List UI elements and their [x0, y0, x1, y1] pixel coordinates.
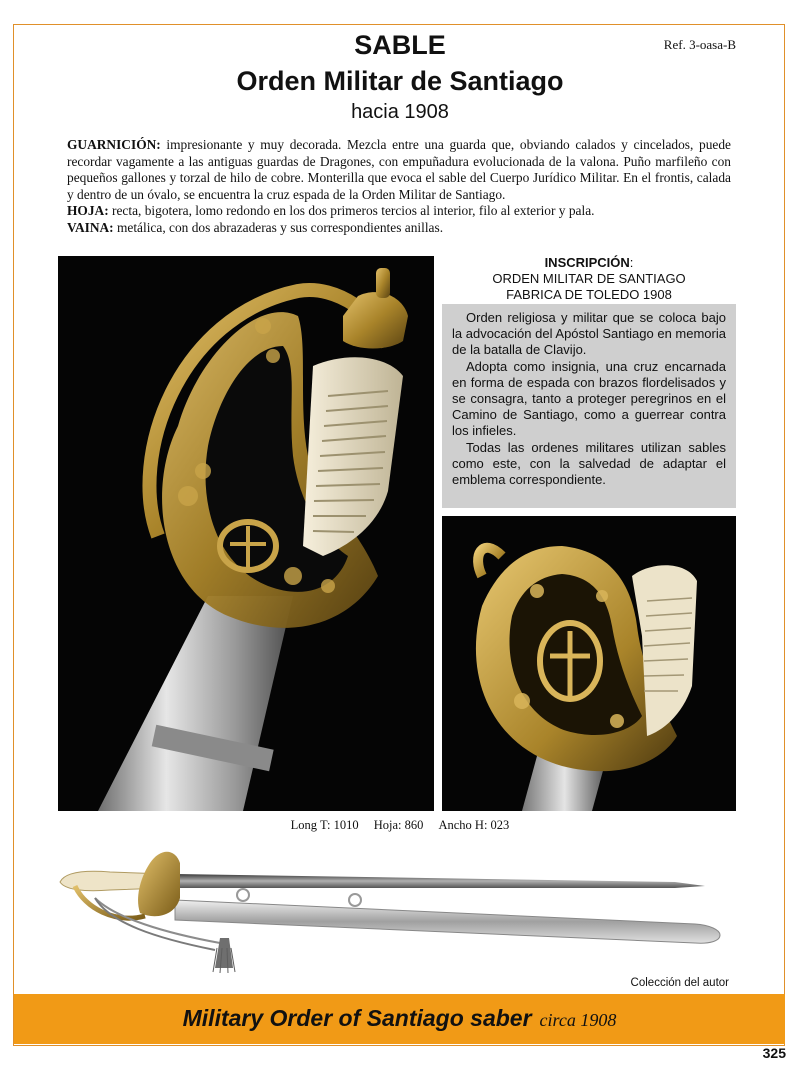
reference-code: Ref. 3-oasa-B: [663, 37, 736, 52]
hilt-illustration-small: [442, 516, 736, 811]
sabre-and-scabbard-illustration: [55, 838, 735, 978]
vaina-text: metálica, con dos abrazaderas y sus correspondientes anillas.: [113, 219, 444, 235]
english-title-banner: [14, 994, 785, 1044]
dimension-length: Long T: 1010: [290, 818, 359, 832]
note-paragraph-1: Orden religiosa y militar que se coloca bajo la advocación del Apóstol Santiago en memoria de la batalla de Clavijo.: [452, 310, 726, 358]
hilt-photo-small: [442, 516, 736, 811]
photo-credit: Colección del autor: [630, 977, 729, 989]
dimensions: [0, 818, 800, 833]
guarnicion-paragraph: [67, 137, 731, 203]
hoja-text: recta, bigotera, lomo redondo en los dos primeros tercios al interior, filo al exterior y pala.: [108, 203, 595, 219]
note-paragraph-3: Todas las ordenes militares utilizan sables como este, con la salvedad de adaptar el emblema correspondiente.: [452, 439, 726, 488]
history-note: [442, 304, 736, 508]
hoja-label: HOJA:: [67, 203, 109, 219]
hilt-photo-large: [58, 256, 434, 811]
inscription-heading-text: INSCRIPCIÓN: [544, 255, 630, 270]
page-title: SABLE: [354, 30, 446, 60]
vaina-label: VAINA:: [67, 219, 114, 235]
hilt-illustration-large: [58, 256, 434, 811]
english-circa: circa 1908: [539, 1010, 617, 1030]
guarnicion-label: GUARNICIÓN:: [67, 137, 161, 152]
note-paragraph-2: Adopta como insignia, una cruz encarnada en forma de espada con brazos flordelisados y se consagra, tanto a proteger peregrinos en el Camino de Santiago, como a guerrear contra los infieles.: [452, 358, 726, 439]
inscription-heading: [443, 255, 735, 271]
description: [67, 137, 731, 237]
hoja-paragraph: [67, 203, 731, 220]
guarnicion-text: impresionante y muy decorada. Mezcla entre una guarda que, obviando calados y cincelados, puede recordar vagamente a las antiguas guardas de Dragones, con empuñadura evolucionada de la valona. Puño marfileño con pequeños gallones y torzal de hilo de cobre. Monterilla que evoca el sable del Cuerpo Jurídico Militar. En el frontis, calada y dentro de un óvalo, se encuentra la cruz espada de la Orden Militar de Santiago.: [67, 137, 731, 202]
page-subtitle: Orden Militar de Santiago: [236, 66, 564, 96]
inscription-heading-colon: :: [629, 255, 634, 270]
full-sabre-photo: [55, 838, 735, 978]
page-date: hacia 1908: [351, 101, 449, 123]
vaina-paragraph: [67, 220, 731, 237]
inscription-line-1: ORDEN MILITAR DE SANTIAGO: [492, 271, 686, 286]
page-number: 325: [762, 1045, 786, 1061]
dimension-width: Ancho H: 023: [438, 818, 510, 832]
english-title: Military Order of Santiago saber: [182, 1005, 532, 1031]
dimension-blade: Hoja: 860: [373, 818, 424, 832]
inscription-line-2: FABRICA DE TOLEDO 1908: [506, 287, 672, 302]
